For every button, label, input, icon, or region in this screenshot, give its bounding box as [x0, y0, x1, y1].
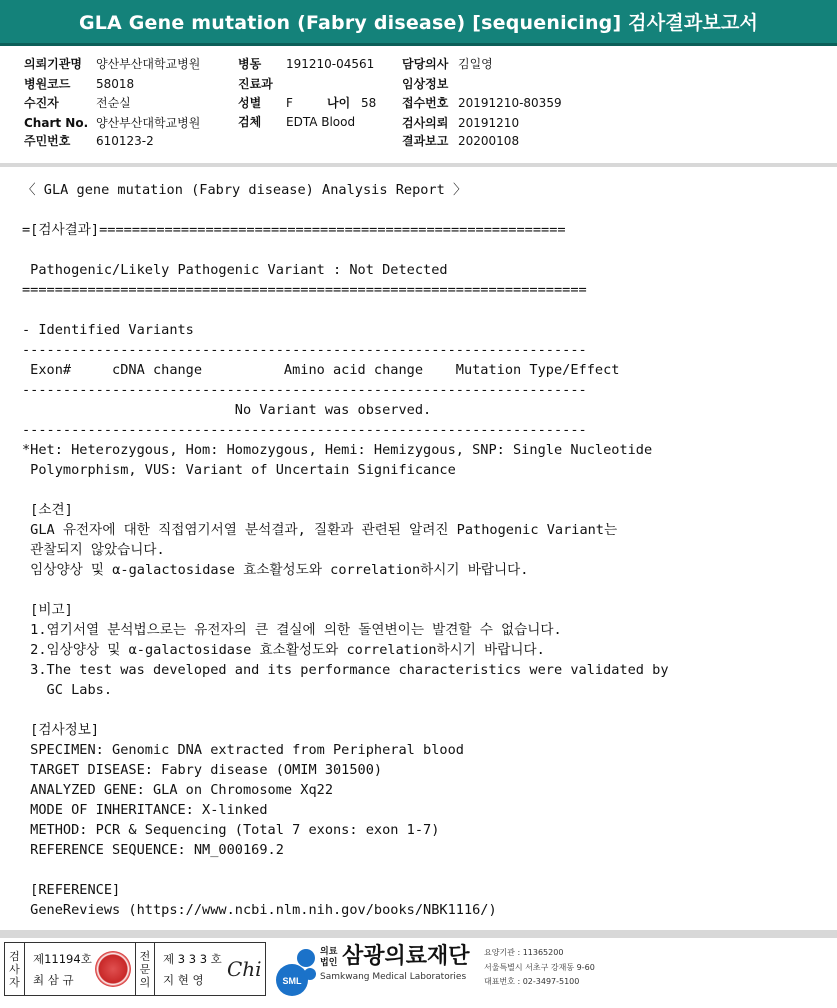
report-line: 2.임상양상 및 α-galactosidase 효소활성도와 correlation하시기 바랍니다.	[22, 642, 545, 658]
institution-label: 의뢰기관명	[24, 57, 82, 71]
specimen-label: 검체	[238, 115, 262, 129]
logo-badge-text: SML	[282, 976, 302, 986]
clinical-info-label: 임상정보	[402, 77, 449, 91]
report-line: ---------------------------------------------------------------------	[22, 422, 587, 438]
report-title-bar	[0, 0, 837, 46]
resident-no-value: 610123-2	[96, 134, 154, 148]
age-label: 나이	[327, 96, 351, 110]
doctor-value: 김일영	[458, 57, 493, 71]
report-line: [REFERENCE]	[22, 882, 121, 898]
doctor-label: 담당의사	[402, 57, 449, 71]
hospital-code-label: 병원코드	[24, 77, 71, 91]
org-name: 삼광의료재단	[342, 944, 470, 969]
specialist-vertical-label: 전 문 의	[135, 943, 155, 995]
signature-footer	[0, 940, 837, 1008]
specialist-signature: Chi	[227, 957, 262, 981]
inspector-name: 최 삼 규	[33, 973, 74, 987]
patient-label: 수진자	[24, 96, 59, 110]
report-line: 관찰되지 않았습니다.	[22, 542, 165, 558]
institution-value: 양산부산대학교병원	[96, 57, 201, 71]
ward-value: 191210-04561	[286, 57, 375, 71]
hospital-code-value: 58018	[96, 77, 135, 91]
report-line: - Identified Variants	[22, 322, 194, 338]
org-logo-area	[270, 940, 595, 1000]
inspector-license: 제11194호	[33, 952, 92, 966]
report-line: =[검사결과]=========================================================	[22, 222, 566, 238]
org-address: 서울특별시 서초구 강재동 9-60	[484, 963, 595, 972]
report-line: MODE OF INHERITANCE: X-linked	[22, 802, 268, 818]
report-line: [검사정보]	[22, 722, 100, 738]
report-line	[22, 580, 822, 600]
report-line: GeneReviews (https://www.ncbi.nlm.nih.gov/books/NBK1116/)	[22, 902, 497, 918]
footer-divider	[0, 930, 837, 938]
report-line: REFERENCE SEQUENCE: NM_000169.2	[22, 842, 284, 858]
report-line: METHOD: PCR & Sequencing (Total 7 exons: exon 1-7)	[22, 822, 440, 838]
chart-no-label: Chart No.	[24, 116, 89, 130]
org-phone: 대표번호 : 02-3497-5100	[484, 977, 580, 986]
report-line: Exon# cDNA change Amino acid change Mutation Type/Effect	[22, 362, 620, 378]
inspector-vertical-label: 검 사 자	[5, 943, 25, 995]
report-line: No Variant was observed.	[22, 402, 432, 418]
report-body	[22, 180, 822, 920]
chart-no-value: 양산부산대학교병원	[96, 116, 201, 130]
accession-label: 접수번호	[402, 96, 449, 110]
report-line: TARGET DISEASE: Fabry disease (OMIM 301500)	[22, 762, 383, 778]
report-line	[22, 860, 822, 880]
inspector-seal-icon	[95, 951, 131, 987]
report-line	[22, 240, 822, 260]
logo-prefix-top: 의료	[320, 947, 338, 957]
report-line	[22, 300, 822, 320]
report-line: 〈 GLA gene mutation (Fabry disease) Analysis Report 〉	[22, 182, 467, 198]
logo-prefix-bottom: 법인	[320, 958, 338, 968]
report-line: *Het: Heterozygous, Hom: Homozygous, Hemi: Hemizygous, SNP: Single Nucleotide	[22, 442, 653, 458]
report-line: [비고]	[22, 602, 73, 618]
report-line: 3.The test was developed and its performance characteristics were validated by	[22, 662, 669, 678]
signature-box	[4, 942, 266, 996]
report-line: 임상양상 및 α-galactosidase 효소활성도와 correlation하시기 바랍니다.	[22, 562, 529, 578]
report-line: ANALYZED GENE: GLA on Chromosome Xq22	[22, 782, 333, 798]
report-line: GC Labs.	[22, 682, 113, 698]
org-name-en: Samkwang Medical Laboratories	[320, 972, 467, 982]
sml-logo-icon	[272, 942, 318, 998]
report-date-label: 결과보고	[402, 134, 449, 148]
resident-no-label: 주민번호	[24, 134, 71, 148]
report-line	[22, 200, 822, 220]
request-date-label: 검사의뢰	[402, 116, 449, 130]
specialist-name: 지 현 영	[163, 973, 204, 987]
report-line: ---------------------------------------------------------------------	[22, 342, 587, 358]
header-divider	[0, 163, 837, 167]
request-date-value: 20191210	[458, 116, 520, 130]
report-line: GLA 유전자에 대한 직접염기서열 분석결과, 질환과 관련된 알려진 Pathogenic Variant는	[22, 522, 618, 538]
report-line	[22, 700, 822, 720]
report-line: =====================================================================	[22, 282, 587, 298]
sex-value: F	[286, 96, 293, 110]
patient-info-header	[0, 46, 837, 166]
report-title: GLA Gene mutation (Fabry disease) [sequenicing] 검사결과보고서	[78, 12, 759, 34]
report-line: [소견]	[22, 502, 73, 518]
report-line: Pathogenic/Likely Pathogenic Variant : Not Detected	[22, 262, 448, 278]
report-line: Polymorphism, VUS: Variant of Uncertain Significance	[22, 462, 456, 478]
sex-label: 성별	[238, 96, 262, 110]
ward-label: 병동	[238, 57, 262, 71]
report-date-value: 20200108	[458, 134, 520, 148]
specimen-value: EDTA Blood	[286, 115, 356, 129]
accession-value: 20191210-80359	[458, 96, 562, 110]
report-line	[22, 480, 822, 500]
report-line: ---------------------------------------------------------------------	[22, 382, 587, 398]
specialist-license: 제 3 3 3 호	[163, 952, 222, 966]
age-value: 58	[361, 96, 377, 110]
report-line: SPECIMEN: Genomic DNA extracted from Peripheral blood	[22, 742, 464, 758]
patient-value: 전순실	[96, 96, 131, 110]
report-line: 1.염기서열 분석법으로는 유전자의 큰 결실에 의한 돌연변이는 발견할 수 없습니다.	[22, 622, 562, 638]
department-label: 진료과	[238, 77, 273, 91]
org-code: 요양기관 : 11365200	[484, 948, 564, 957]
